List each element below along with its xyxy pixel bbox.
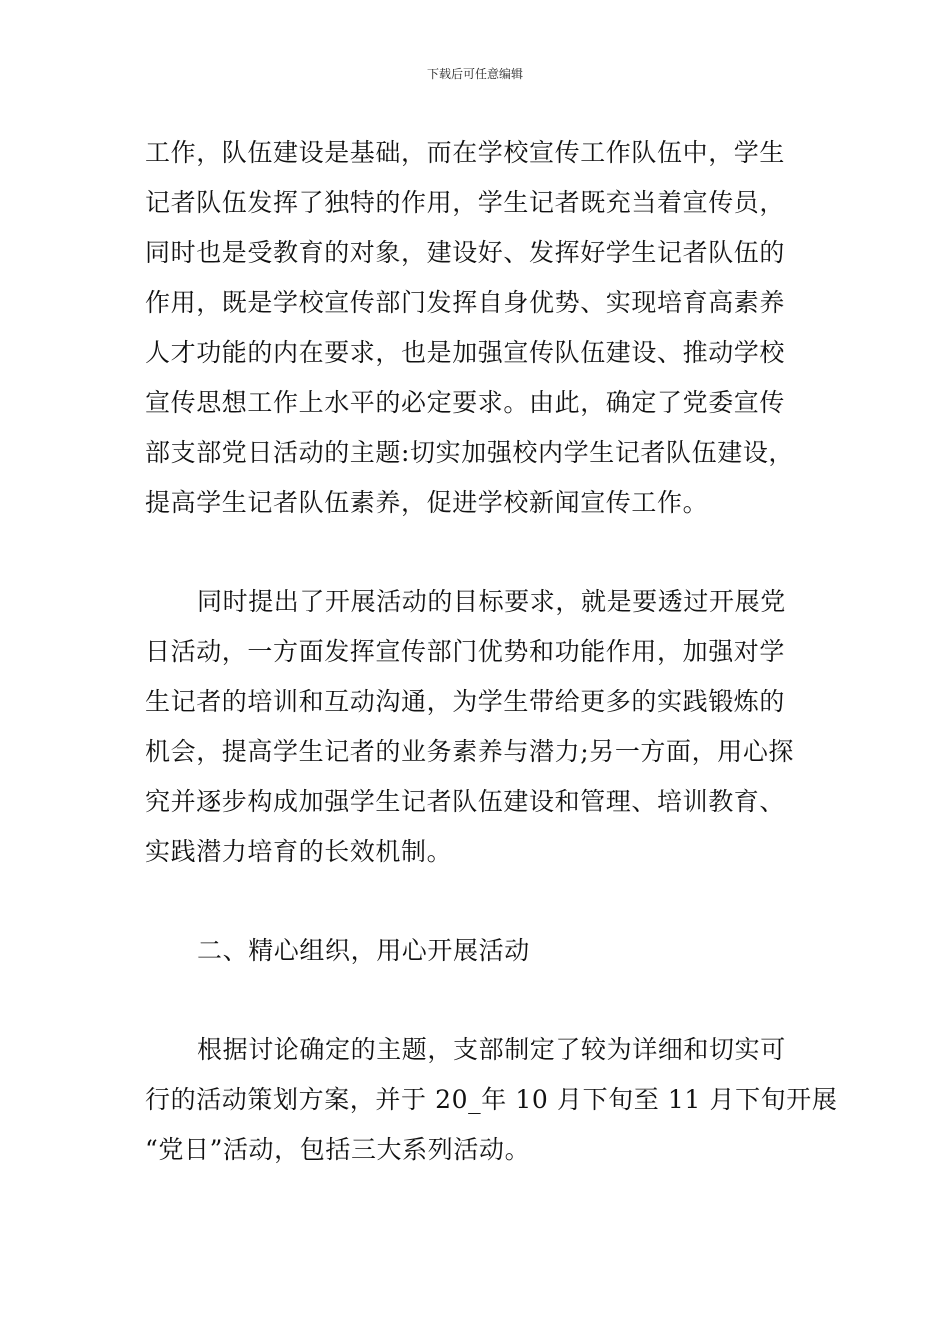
document-body <box>145 128 838 1175</box>
text-line: 生记者的培训和互动沟通，为学生带给更多的实践锻炼的 <box>145 687 786 716</box>
paragraph-spacer <box>145 976 807 1025</box>
paragraph-2 <box>145 577 807 877</box>
section-heading <box>145 926 807 976</box>
page-header: 下载后可任意编辑 <box>426 67 523 81</box>
text-line: 根据讨论确定的主题，支部制定了较为详细和切实可 <box>197 1035 786 1064</box>
section-heading-text: 二、精心组织，用心开展活动 <box>197 936 530 965</box>
text-line: 机会，提高学生记者的业务素养与潜力;另一方面，用心探 <box>145 737 795 766</box>
text-line: “党日”活动，包括三大系列活动。 <box>145 1135 531 1164</box>
text-line: 同时也是受教育的对象，建设好、发挥好学生记者队伍的 <box>145 238 786 267</box>
text-line: 宣传思想工作上水平的必定要求。由此，确定了党委宣传 <box>145 388 786 417</box>
paragraph-spacer <box>145 877 807 926</box>
text-line: 工作，队伍建设是基础，而在学校宣传工作队伍中，学生 <box>145 138 786 167</box>
text-line: 行的活动策划方案，并于 20_年 10 月下旬至 11 月下旬开展 <box>145 1085 838 1114</box>
text-line: 日活动，一方面发挥宣传部门优势和功能作用，加强对学 <box>145 637 786 666</box>
paragraph-3 <box>145 1025 838 1175</box>
text-line: 作用，既是学校宣传部门发挥自身优势、实现培育高素养 <box>145 288 786 317</box>
text-line: 究并逐步构成加强学生记者队伍建设和管理、培训教育、 <box>145 787 786 816</box>
text-line: 提高学生记者队伍素养，促进学校新闻宣传工作。 <box>145 488 709 517</box>
paragraph-spacer <box>145 528 807 577</box>
text-line: 实践潜力培育的长效机制。 <box>145 837 453 866</box>
text-line: 记者队伍发挥了独特的作用，学生记者既充当着宣传员， <box>145 188 786 217</box>
paragraph-1 <box>145 128 807 528</box>
text-line: 部支部党日活动的主题:切实加强校内学生记者队伍建设， <box>145 438 795 467</box>
text-line: 同时提出了开展活动的目标要求，就是要透过开展党 <box>197 587 786 616</box>
text-line: 人才功能的内在要求，也是加强宣传队伍建设、推动学校 <box>145 338 786 367</box>
